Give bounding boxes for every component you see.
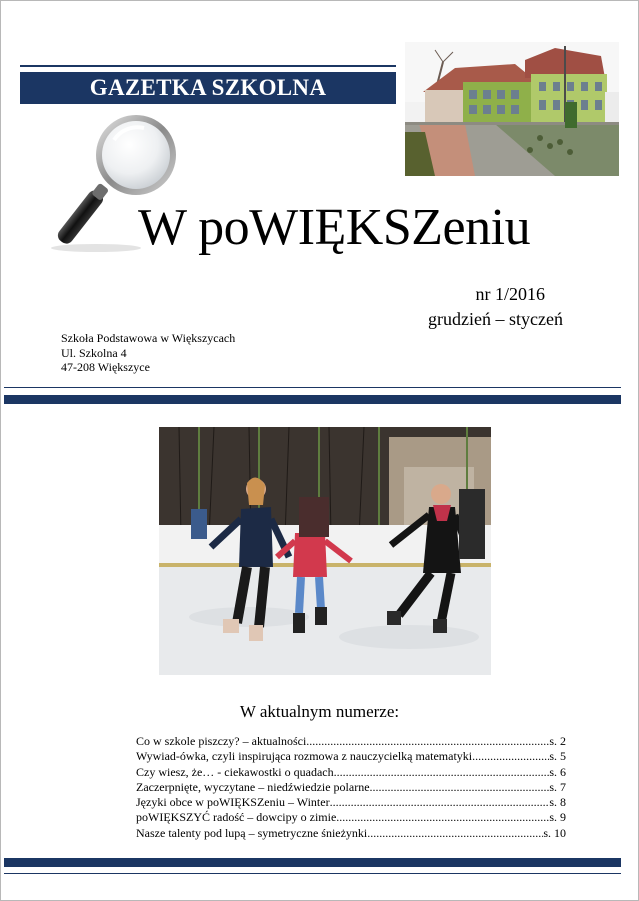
masthead-rule — [20, 65, 396, 67]
issue-number: nr 1/2016 — [475, 284, 545, 304]
masthead-banner — [20, 72, 396, 104]
toc-item-page: s. 2 — [549, 734, 566, 748]
address-line: Ul. Szkolna 4 — [61, 345, 127, 360]
toc-item — [136, 810, 566, 825]
toc-item-page: s. 9 — [549, 810, 566, 825]
toc-heading: W aktualnym numerze: — [239, 702, 400, 721]
toc-item-title: Nasze talenty pod lupą – symetryczne śnieżynki — [136, 825, 368, 840]
toc-item-title: Języki obce w poWIĘKSZeniu – Winter — [136, 795, 330, 810]
toc-item-title: poWIĘKSZYĆ radość – dowcipy o zimie — [136, 810, 337, 825]
toc-item-page: s. 6 — [549, 764, 566, 779]
toc-leader-dots — [478, 749, 549, 764]
toc-item-page: s. 5 — [549, 749, 566, 764]
toc-item — [136, 826, 566, 841]
toc-leader-dots — [330, 795, 550, 810]
address-line: Szkoła Podstawowa w Większycach — [61, 331, 236, 345]
school-building-photo — [405, 42, 619, 176]
toc-item-title: Zaczerpnięte, wyczytane – niedźwiedzie polarne — [136, 779, 370, 794]
newspaper-title: W poWIĘKSZeniu — [138, 199, 531, 256]
divider-thick-bottom — [4, 858, 621, 867]
toc-leader-dots — [306, 734, 549, 749]
toc-leader-dots — [334, 765, 550, 780]
toc-item — [136, 780, 566, 795]
issue-date: grudzień – styczeń — [428, 309, 563, 329]
ice-skating-children-photo — [159, 427, 491, 675]
toc-item-title: Wywiad-ówka, czyli inspirująca rozmowa z nauczycielką matematyki.. — [136, 749, 479, 764]
table-of-contents — [136, 734, 566, 841]
toc-leader-dots — [370, 780, 550, 795]
address-line: 47-208 Większyce — [61, 360, 150, 374]
toc-item — [136, 765, 566, 780]
divider-thin-top — [4, 387, 621, 388]
toc-item-title: Co w szkole piszczy? – aktualności — [136, 734, 307, 748]
divider-thin-bottom — [4, 873, 621, 874]
toc-item-page: s. 7 — [549, 779, 566, 794]
toc-item — [136, 795, 566, 810]
toc-item — [136, 734, 566, 749]
toc-item-title: Czy wiesz, że… - ciekawostki o quadach — [136, 764, 334, 779]
toc-item-page: s. 10 — [543, 825, 566, 840]
toc-leader-dots — [336, 810, 549, 825]
toc-leader-dots — [367, 826, 543, 841]
toc-item — [136, 749, 566, 764]
toc-item-page: s. 8 — [549, 795, 566, 810]
masthead-label: GAZETKA SZKOLNA — [89, 75, 327, 100]
school-address — [61, 331, 235, 375]
divider-thick-top — [4, 395, 621, 404]
